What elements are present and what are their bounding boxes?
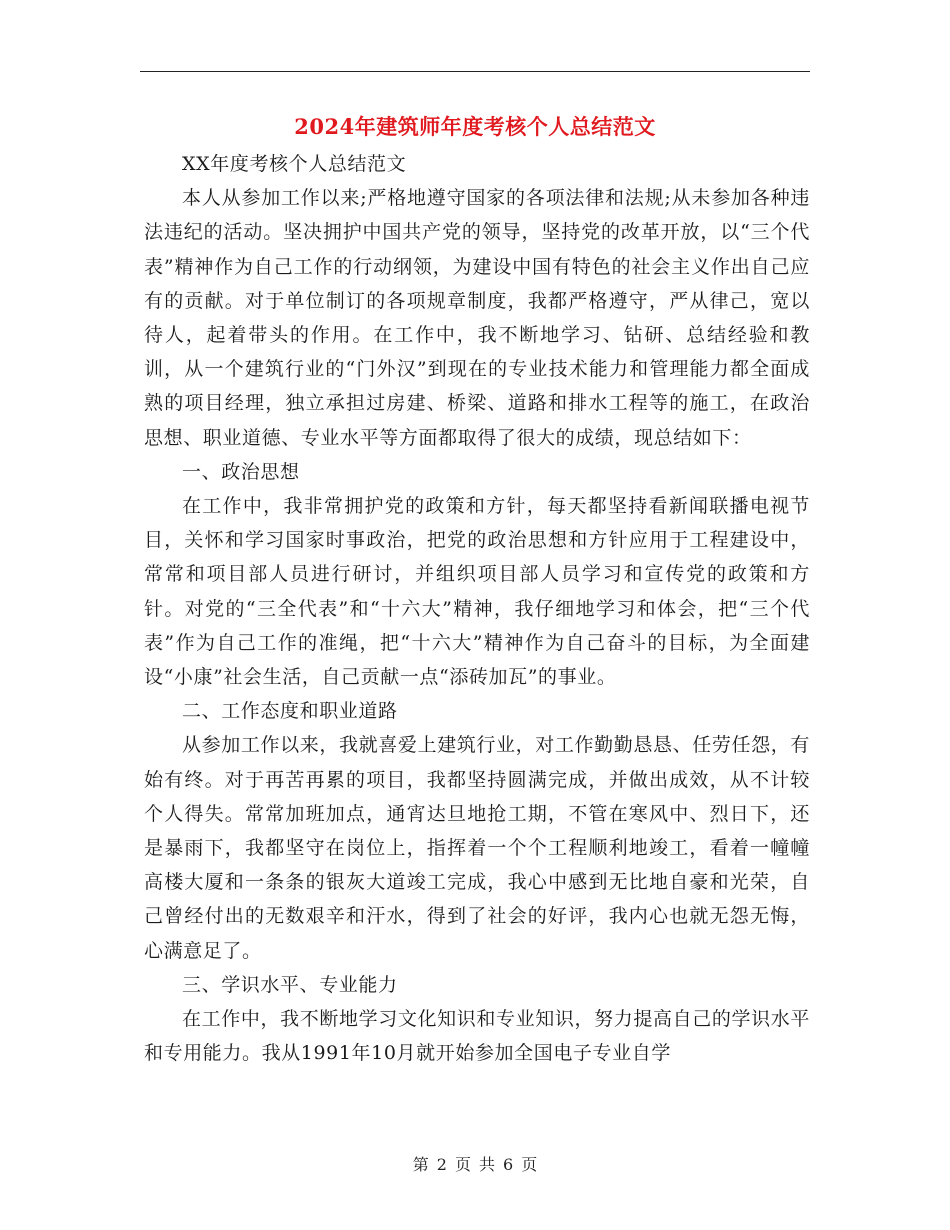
document-body bbox=[144, 147, 810, 1070]
footer-label-unit-end: 页 bbox=[521, 1155, 538, 1174]
knowledge-paragraph: 在工作中，我不断地学习文化知识和专业知识，努力提高自己的学识水平和专用能力。我从1991年10月就开始参加全国电子专业自学 bbox=[144, 1008, 810, 1065]
footer-label-page: 第 bbox=[412, 1155, 429, 1174]
footer-label-total: 共 bbox=[479, 1155, 496, 1174]
intro-paragraph: 本人从参加工作以来;严格地遵守国家的各项法律和法规;从未参加各种违法违纪的活动。坚决拥护中国共产党的领导，坚持党的改革开放，以“三个代表”精神作为自己工作的行动纲领，为建设中国有特色的社会主义作出自己应有的贡献。对于单位制订的各项规章制度，我都严格遵守，严从律己，宽以待人，起着带头的作用。在工作中，我不断地学习、钻研、总结经验和教训，从一个建筑行业的“门外汉”到现在的专业技术能力和管理能力都全面成熟的项目经理，独立承担过房建、桥梁、道路和排水工程等的施工，在政治思想、职业道德、专业水平等方面都取得了很大的成绩，现总结如下： bbox=[144, 187, 810, 449]
footer-current-page: 2 bbox=[436, 1155, 447, 1174]
header-rule bbox=[140, 71, 810, 72]
section-heading-work-attitude: 二、工作态度和职业道路 bbox=[182, 700, 398, 723]
section-heading-knowledge: 三、学识水平、专业能力 bbox=[182, 973, 398, 996]
section-heading-political: 一、政治思想 bbox=[182, 460, 300, 483]
political-paragraph: 在工作中，我非常拥护党的政策和方针，每天都坚持看新闻联播电视节目，关怀和学习国家时事政治，把党的政治思想和方针应用于工程建设中，常常和项目部人员进行研讨，并组织项目部人员学习和宣传党的政策和方针。对党的“三全代表”和“十六大”精神，我仔细地学习和体会，把“三个代表”作为自己工作的准绳，把“十六大”精神作为自己奋斗的目标，为全面建设“小康”社会生活，自己贡献一点“添砖加瓦”的事业。 bbox=[144, 495, 810, 689]
footer-total-pages: 6 bbox=[503, 1155, 514, 1174]
work-attitude-paragraph: 从参加工作以来，我就喜爱上建筑行业，对工作勤勤恳恳、任劳任怨，有始有终。对于再苦再累的项目，我都坚持圆满完成，并做出成效，从不计较个人得失。常常加班加点，通宵达旦地抢工期，不管在寒风中、烈日下，还是暴雨下，我都坚守在岗位上，指挥着一个个工程顺利地竣工，看着一幢幢高楼大厦和一条条的银灰大道竣工完成，我心中感到无比地自豪和光荣，自己曾经付出的无数艰辛和汗水，得到了社会的好评，我内心也就无怨无悔，心满意足了。 bbox=[144, 734, 810, 962]
document-title: 2024年建筑师年度考核个人总结范文 bbox=[294, 114, 656, 139]
page-footer bbox=[0, 1154, 950, 1176]
subtitle-paragraph: XX年度考核个人总结范文 bbox=[182, 153, 407, 175]
footer-label-unit: 页 bbox=[454, 1155, 471, 1174]
